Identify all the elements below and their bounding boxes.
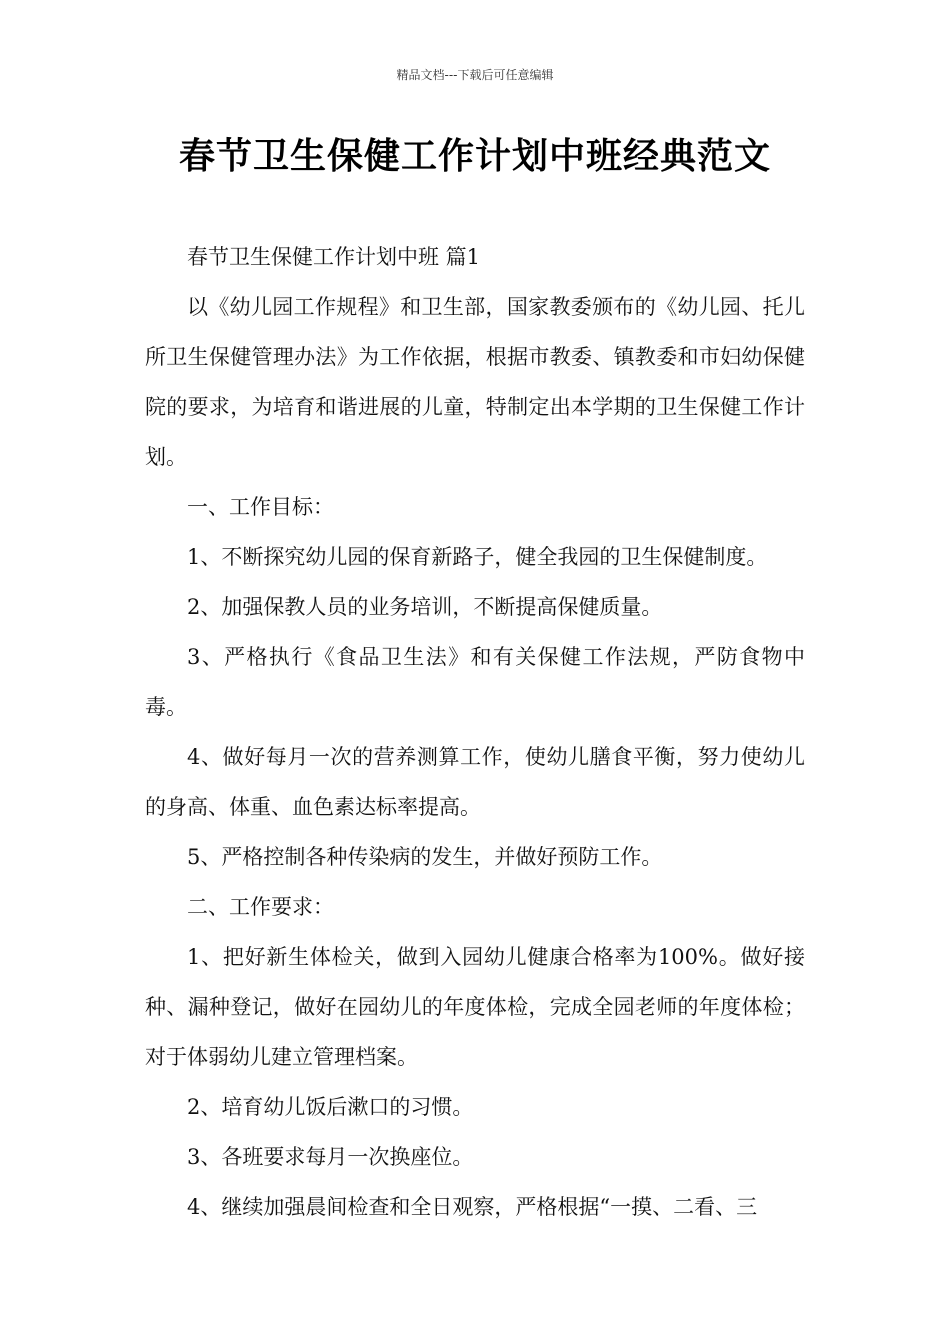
list-item: 3、严格执行《食品卫生法》和有关保健工作法规，严防食物中毒。 [145, 645, 805, 719]
document-body [145, 232, 805, 1232]
section-heading: 春节卫生保健工作计划中班 篇1 [187, 245, 481, 269]
list-item: 2、加强保教人员的业务培训，不断提高保健质量。 [187, 595, 663, 619]
list-item: 1、不断探究幼儿园的保育新路子，健全我园的卫生保健制度。 [187, 545, 768, 569]
list-item: 4、继续加强晨间检查和全日观察，严格根据“一摸、二看、三 [187, 1195, 758, 1219]
list-item: 3、各班要求每月一次换座位。 [187, 1145, 474, 1169]
paragraph: 以《幼儿园工作规程》和卫生部，国家教委颁布的《幼儿园、托儿所卫生保健管理办法》为工作依据，根据市教委、镇教委和市妇幼保健院的要求，为培育和谐进展的儿童，特制定出本学期的卫生保健工作计划。 [145, 295, 805, 469]
document-title: 春节卫生保健工作计划中班经典范文 [178, 136, 771, 177]
list-item: 5、严格控制各种传染病的发生，并做好预防工作。 [187, 845, 663, 869]
subsection-heading: 二、工作要求： [187, 895, 334, 919]
header-watermark: 精品文档---下载后可任意编辑 [396, 68, 554, 82]
list-item: 1、把好新生体检关，做到入园幼儿健康合格率为100%。做好接种、漏种登记，做好在园幼儿的年度体检，完成全园老师的年度体检；对于体弱幼儿建立管理档案。 [145, 945, 805, 1069]
list-item: 2、培育幼儿饭后漱口的习惯。 [187, 1095, 474, 1119]
list-item: 4、做好每月一次的营养测算工作，使幼儿膳食平衡，努力使幼儿的身高、体重、血色素达标率提高。 [145, 745, 805, 819]
subsection-heading: 一、工作目标： [187, 495, 334, 519]
